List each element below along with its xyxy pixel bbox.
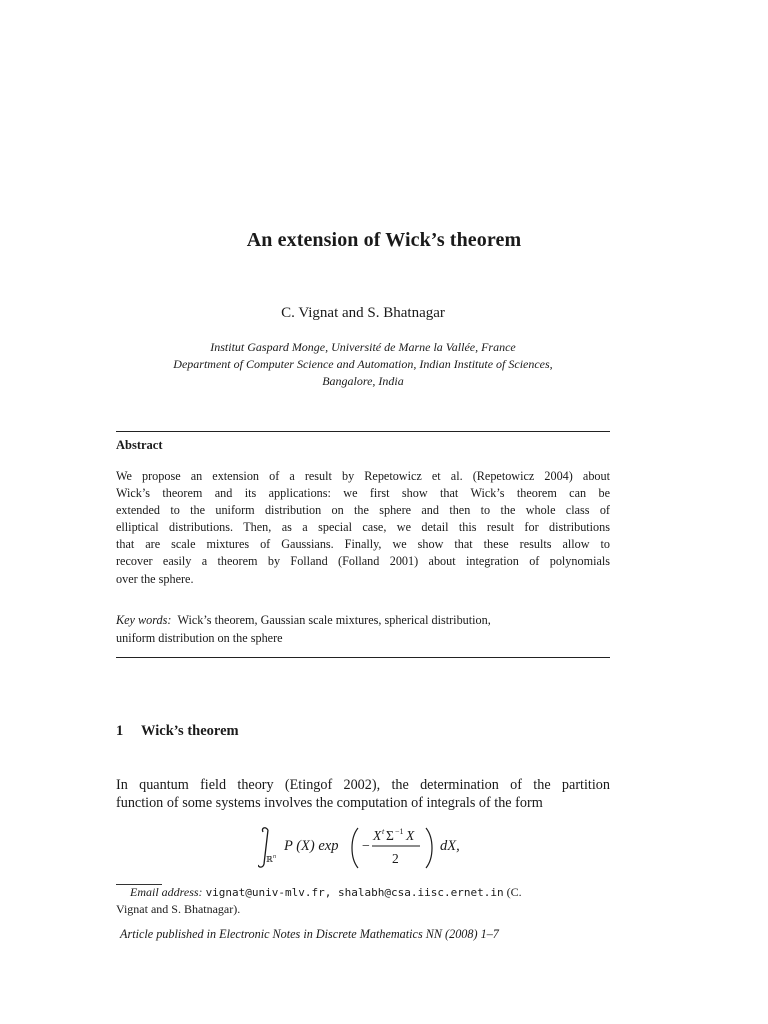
abstract-line: We propose an extension of a result by Repetowicz et al. (Repetowicz 2004) about bbox=[116, 469, 610, 483]
footnote-label: Email address: bbox=[130, 885, 203, 899]
abstract-heading: Abstract bbox=[116, 438, 163, 452]
integral-domain-exponent: n bbox=[273, 854, 276, 860]
keywords-label: Key words: bbox=[116, 613, 172, 627]
section-title: Wick’s theorem bbox=[141, 723, 239, 739]
transpose-mark: t bbox=[382, 827, 385, 836]
affiliation-line: Bangalore, India bbox=[322, 374, 404, 388]
affiliation-line: Department of Computer Science and Automation, Indian Institute of Sciences, bbox=[173, 357, 553, 371]
author-list: C. Vignat and S. Bhatnagar bbox=[281, 305, 445, 321]
footnote-tail: (C. bbox=[503, 885, 522, 899]
denominator: 2 bbox=[392, 851, 399, 866]
footnote-line: Vignat and S. Bhatnagar). bbox=[116, 902, 241, 916]
numerator-x: X bbox=[373, 828, 382, 843]
integrand: P (X) exp bbox=[284, 838, 339, 854]
email-addresses: vignat@univ-mlv.fr, shalabh@csa.iisc.ernet.in bbox=[205, 886, 504, 899]
footnote-line bbox=[116, 884, 610, 901]
abstract-line: elliptical distributions. Then, as a special case, we detail this result for distributions bbox=[116, 520, 610, 535]
affiliation-line: Institut Gaspard Monge, Université de Marne la Vallée, France bbox=[210, 340, 516, 354]
abstract-body bbox=[116, 468, 610, 588]
abstract-line: recover easily a theorem by Folland (Folland 2001) about integration of polynomials bbox=[116, 554, 610, 569]
body-paragraph bbox=[116, 776, 610, 812]
affiliations bbox=[116, 339, 610, 390]
paper-title: An extension of Wick’s theorem bbox=[246, 229, 522, 251]
keywords bbox=[116, 612, 610, 647]
section-number: 1 bbox=[116, 723, 124, 739]
abstract-line: that are scale mixtures of Gaussians. Finally, we show that these results allow to bbox=[116, 537, 610, 552]
numerator-x2: X bbox=[406, 828, 415, 843]
publication-info: Article published in Electronic Notes in Discrete Mathematics NN (2008) 1–7 bbox=[120, 927, 499, 941]
differential: dX, bbox=[440, 838, 460, 854]
right-paren bbox=[426, 828, 432, 868]
abstract-line: Wick’s theorem and its applications: we first show that Wick’s theorem can be bbox=[116, 486, 610, 501]
integral-domain: ℝ bbox=[266, 855, 273, 864]
abstract-line: extended to the uniform distribution on the sphere and then to the whole class of bbox=[116, 503, 610, 518]
sigma-symbol: Σ bbox=[386, 828, 394, 843]
integral-formula bbox=[258, 824, 478, 872]
keywords-line: uniform distribution on the sphere bbox=[116, 630, 283, 645]
minus-sign: − bbox=[362, 839, 370, 854]
body-line: function of some systems involves the computation of integrals of the form bbox=[116, 795, 543, 811]
abstract-bottom-rule bbox=[116, 657, 610, 658]
footnote bbox=[116, 884, 610, 918]
body-line: In quantum field theory (Etingof 2002), the determination of the partition bbox=[116, 777, 610, 793]
keywords-line bbox=[116, 612, 610, 630]
sigma-inverse: −1 bbox=[395, 827, 404, 836]
keywords-text: Wick’s theorem, Gaussian scale mixtures, spherical distribution, bbox=[177, 613, 491, 627]
left-paren bbox=[352, 828, 358, 868]
abstract-line: over the sphere. bbox=[116, 571, 194, 586]
abstract-top-rule bbox=[116, 431, 610, 432]
section-heading bbox=[116, 723, 239, 740]
